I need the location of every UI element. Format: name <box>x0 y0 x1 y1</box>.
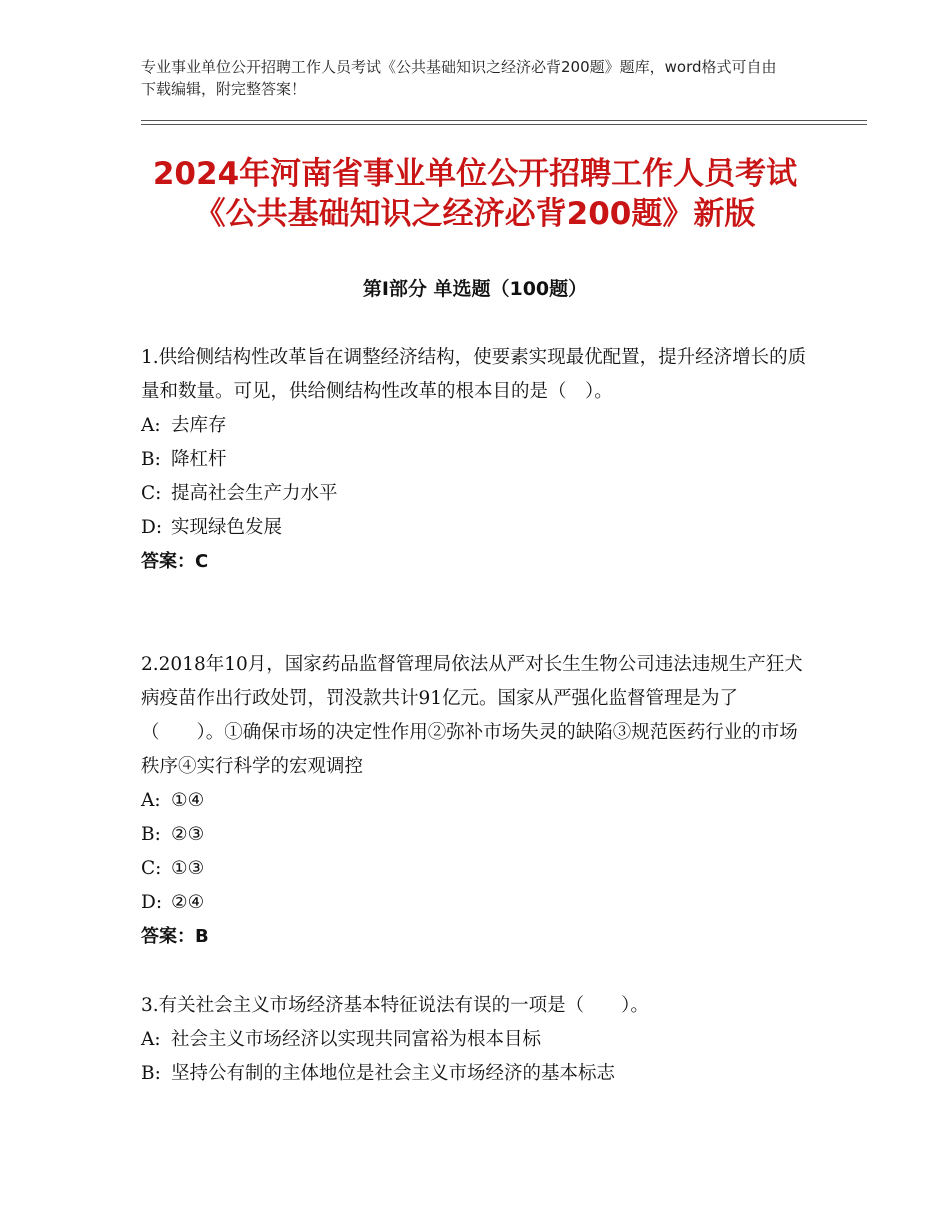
option-text: 社会主义市场经济以实现共同富裕为根本目标 <box>171 1029 542 1050</box>
option-a <box>141 409 813 443</box>
answer: 答案：B <box>141 926 209 947</box>
option-letter: D: <box>141 892 163 913</box>
option-a <box>141 1023 813 1057</box>
option-text: ①④ <box>171 790 205 811</box>
answer: 答案：C <box>141 551 209 572</box>
option-a <box>141 784 813 818</box>
option-text: 降杠杆 <box>171 449 227 470</box>
option-text: 去库存 <box>171 415 227 436</box>
option-letter: C: <box>141 483 162 504</box>
option-letter: A: <box>141 790 161 811</box>
option-letter: C: <box>141 858 162 879</box>
question-3 <box>141 989 813 1091</box>
option-c <box>141 477 813 511</box>
option-d <box>141 511 813 545</box>
question-1 <box>141 341 813 579</box>
option-letter: A: <box>141 415 161 436</box>
option-letter: D: <box>141 517 163 538</box>
question-stem: 2.2018年10月，国家药品监督管理局依法从严对长生生物公司违法违规生产狂犬病疫苗作出行政处罚，罚没款共计91亿元。国家从严强化监督管理是为了（ ）。①确保市场的决定性作用②弥补市场失灵的缺陷③规范医药行业的市场秩序④实行科学的宏观调控 <box>141 654 803 777</box>
option-text: 提高社会生产力水平 <box>171 483 338 504</box>
option-letter: B: <box>141 1063 161 1084</box>
option-letter: B: <box>141 824 161 845</box>
option-letter: B: <box>141 449 161 470</box>
option-b <box>141 1057 813 1091</box>
option-text: 实现绿色发展 <box>171 517 283 538</box>
header-note: 专业事业单位公开招聘工作人员考试《公共基础知识之经济必背200题》题库，word格式可自由下载编辑，附完整答案！ <box>141 58 777 98</box>
option-b <box>141 443 813 477</box>
header-divider <box>141 120 867 125</box>
option-text: ②④ <box>171 892 205 913</box>
option-text: 坚持公有制的主体地位是社会主义市场经济的基本标志 <box>171 1063 616 1084</box>
document-title: 2024年河南省事业单位公开招聘工作人员考试《公共基础知识之经济必背200题》新版 <box>152 156 798 232</box>
option-text: ②③ <box>171 824 205 845</box>
question-2 <box>141 648 813 954</box>
section-title: 第Ⅰ部分 单选题（100题） <box>362 278 588 300</box>
option-d <box>141 886 813 920</box>
question-stem: 3.有关社会主义市场经济基本特征说法有误的一项是（ ）。 <box>141 995 649 1016</box>
option-b <box>141 818 813 852</box>
option-letter: A: <box>141 1029 161 1050</box>
question-stem: 1.供给侧结构性改革旨在调整经济结构，使要素实现最优配置，提升经济增长的质量和数量。可见，供给侧结构性改革的根本目的是（ ）。 <box>141 347 807 402</box>
option-text: ①③ <box>171 858 205 879</box>
option-c <box>141 852 813 886</box>
